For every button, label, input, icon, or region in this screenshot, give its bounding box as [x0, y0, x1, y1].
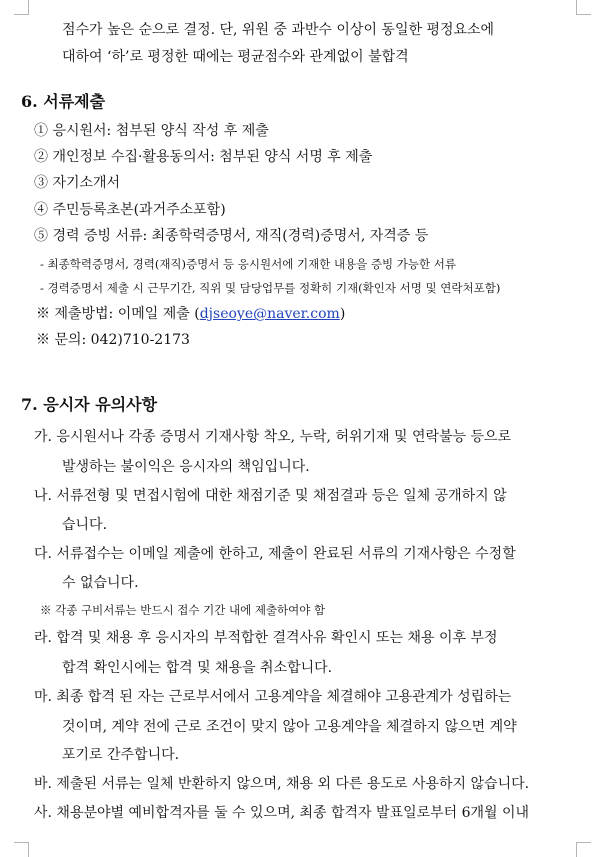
document-item: ⑤ 경력 증빙 서류: 최종학력증명서, 재직(경력)증명서, 자격증 등	[34, 228, 429, 244]
notice-line: 나. 서류전형 및 면접시험에 대한 채점기준 및 채점결과 등은 일체 공개하지 않	[34, 488, 507, 504]
notice-line: 습니다.	[62, 517, 108, 533]
notice-line: 사. 채용분야별 예비합격자를 둘 수 있으며, 최종 합격자 발표일로부터 6개월 이내	[34, 805, 530, 821]
page-corner-mark	[576, 842, 591, 857]
notice-line: 합격 확인시에는 합격 및 채용을 취소합니다.	[62, 660, 333, 676]
notice-line: 발생하는 불이익은 응시자의 책임입니다.	[62, 459, 310, 475]
email-link[interactable]: djseoye@naver.com	[199, 306, 340, 322]
notice-line: 포기로 간주합니다.	[62, 747, 180, 763]
submission-method-label: ※ 제출방법: 이메일 제출 (	[36, 306, 200, 322]
section-6-heading: 6. 서류제출	[21, 92, 106, 111]
notice-line: 라. 합격 및 채용 후 응시자의 부적합한 결격사유 확인시 또는 채용 이후 부정	[34, 630, 498, 646]
document-item: ② 개인정보 수집·활용동의서: 첨부된 양식 서명 후 제출	[34, 149, 373, 165]
notice-note: ※ 각종 구비서류는 반드시 접수 기간 내에 제출하여야 함	[40, 603, 326, 617]
page-corner-mark	[14, 0, 29, 15]
page-corner-mark	[14, 842, 29, 857]
document-note: - 최종학력증명서, 경력(재직)증명서 등 응시원서에 기재한 내용을 증빙 가능한 서류	[40, 257, 457, 271]
intro-line: 점수가 높은 순으로 결정. 단, 위원 중 과반수 이상이 동일한 평정요소에	[62, 22, 495, 38]
document-note: - 경력증명서 제출 시 근무기간, 직위 및 담당업무를 정확히 기재(확인자 서명 및 연락처포함)	[40, 281, 501, 295]
notice-line: 마. 최종 합격 된 자는 근로부서에서 고용계약을 체결해야 고용관계가 성립하는	[34, 689, 512, 705]
notice-line: 바. 제출된 서류는 일체 반환하지 않으며, 채용 외 다른 용도로 사용하지 않습니다.	[34, 776, 530, 792]
notice-line: 수 없습니다.	[62, 575, 139, 591]
submission-method	[36, 307, 345, 321]
submission-method-close: )	[339, 306, 346, 322]
intro-line: 대하여 ‘하’로 평정한 때에는 평균점수와 관계없이 불합격	[62, 49, 409, 65]
notice-line: 가. 응시원서나 각종 증명서 기재사항 착오, 누락, 허위기재 및 연락불능 등으로	[34, 429, 512, 445]
page-corner-mark	[576, 0, 591, 15]
notice-line: 다. 서류접수는 이메일 제출에 한하고, 제출이 완료된 서류의 기재사항은 수정할	[34, 546, 516, 562]
inquiry-phone: ※ 문의: 042)710-2173	[36, 332, 190, 348]
section-7-heading: 7. 응시자 유의사항	[21, 395, 158, 414]
document-item: ① 응시원서: 첨부된 양식 작성 후 제출	[34, 123, 269, 139]
document-item: ④ 주민등록초본(과거주소포함)	[34, 202, 226, 218]
document-item: ③ 자기소개서	[34, 175, 121, 191]
notice-line: 것이며, 계약 전에 근로 조건이 맞지 않아 고용계약을 체결하지 않으면 계약	[62, 719, 517, 735]
